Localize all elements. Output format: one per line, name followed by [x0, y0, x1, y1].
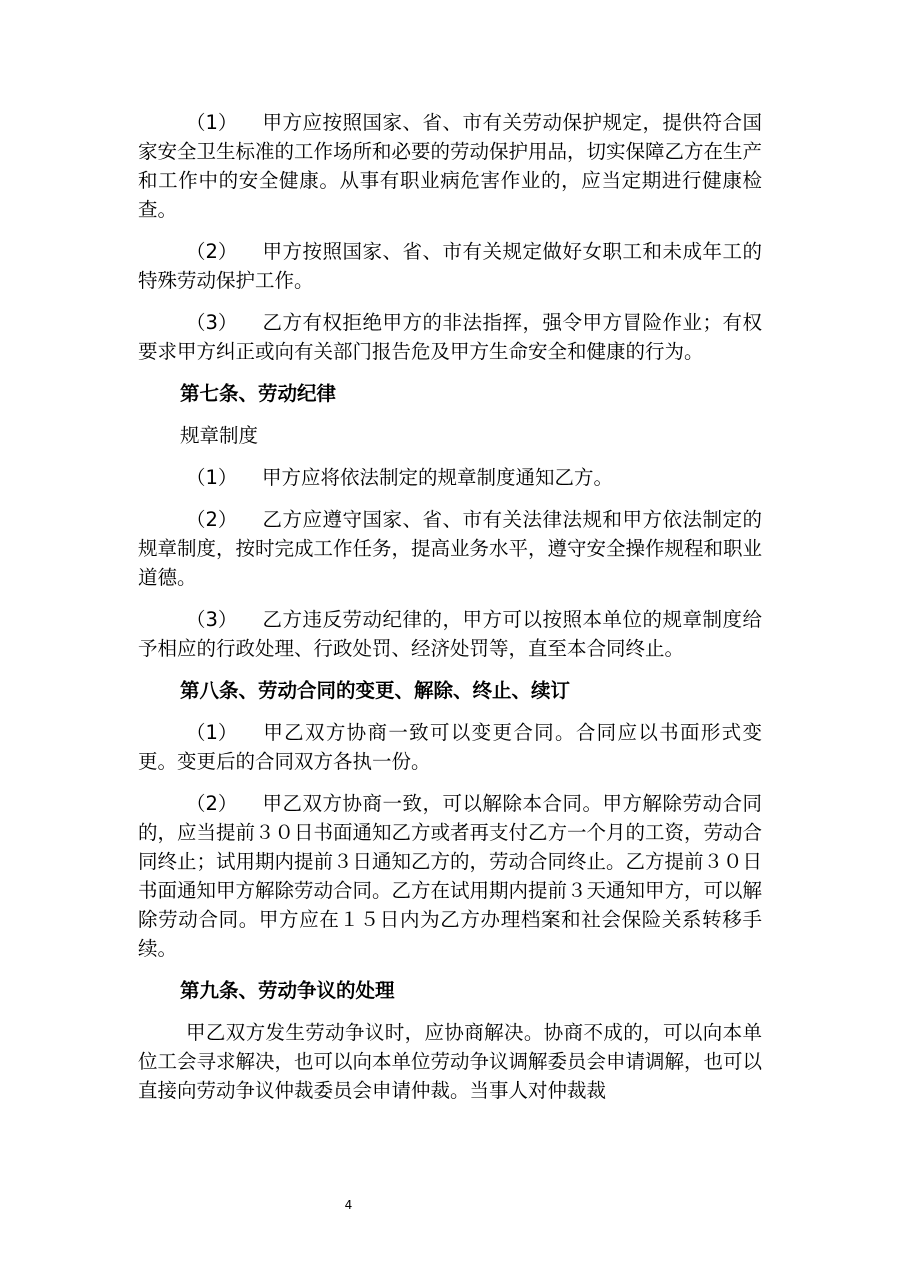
clause-paragraph — [138, 718, 762, 776]
clause-number: （1） — [186, 466, 238, 489]
clause-text: 甲乙双方协商一致可以变更合同。合同应以书面形式变更。变更后的合同双方各执一份。 — [138, 721, 762, 773]
clause-paragraph — [138, 789, 762, 963]
clause-paragraph — [138, 463, 762, 492]
page-number: 4 — [344, 1198, 353, 1212]
clause-paragraph — [138, 505, 762, 592]
clause-number: （1） — [186, 111, 238, 134]
clause-text: 甲乙双方协商一致，可以解除本合同。甲方解除劳动合同的，应当提前３０日书面通知乙方或者再支付乙方一个月的工资，劳动合同终止；试用期内提前３日通知乙方的，劳动合同终止。乙方提前３０日书面通知甲方解除劳动合同。乙方在试用期内提前３天通知甲方，可以解除劳动合同。甲方应在１５日内为乙方办理档案和社会保险关系转移手续。 — [138, 792, 763, 960]
clause-text: 甲方应将依法制定的规章制度通知乙方。 — [262, 466, 614, 489]
clause-number: （2） — [186, 240, 238, 263]
clause-number: （2） — [186, 508, 238, 531]
section-heading: 第八条、劳动合同的变更、解除、终止、续订 — [180, 679, 571, 702]
section-heading: 第九条、劳动争议的处理 — [180, 979, 395, 1002]
clause-number: （3） — [186, 608, 238, 631]
clause-text: 甲方按照国家、省、市有关规定做好女职工和未成年工的特殊劳动保护工作。 — [138, 240, 762, 292]
section-heading: 第七条、劳动纪律 — [180, 382, 337, 405]
clause-text: 甲方应按照国家、省、市有关劳动保护规定，提供符合国家安全卫生标准的工作场所和必要的劳动保护用品，切实保障乙方在生产和工作中的安全健康。从事有职业病危害作业的，应当定期进行健康检查。 — [138, 111, 763, 221]
clause-paragraph — [138, 308, 762, 366]
clause-number: （3） — [186, 311, 238, 334]
subsection-label: 规章制度 — [180, 424, 259, 447]
clause-text: 乙方违反劳动纪律的，甲方可以按照本单位的规章制度给予相应的行政处理、行政处罚、经济处罚等，直至本合同终止。 — [138, 608, 762, 660]
clause-text: 乙方应遵守国家、省、市有关法律法规和甲方依法制定的规章制度，按时完成工作任务，提高业务水平，遵守安全操作规程和职业道德。 — [138, 508, 763, 589]
clause-number: （2） — [186, 792, 238, 815]
clause-number: （1） — [186, 721, 238, 744]
clause-text: 乙方有权拒绝甲方的非法指挥，强令甲方冒险作业；有权要求甲方纠正或向有关部门报告危及甲方生命安全和健康的行为。 — [138, 311, 762, 363]
body-paragraph: 甲乙双方发生劳动争议时，应协商解决。协商不成的，可以向本单位工会寻求解决，也可以向本单位劳动争议调解委员会申请调解，也可以直接向劳动争议仲裁委员会申请仲裁。当事人对仲裁裁 — [138, 1021, 763, 1102]
document-body — [138, 108, 762, 1118]
clause-paragraph — [138, 237, 762, 295]
clause-paragraph — [138, 605, 762, 663]
clause-paragraph — [138, 108, 762, 224]
